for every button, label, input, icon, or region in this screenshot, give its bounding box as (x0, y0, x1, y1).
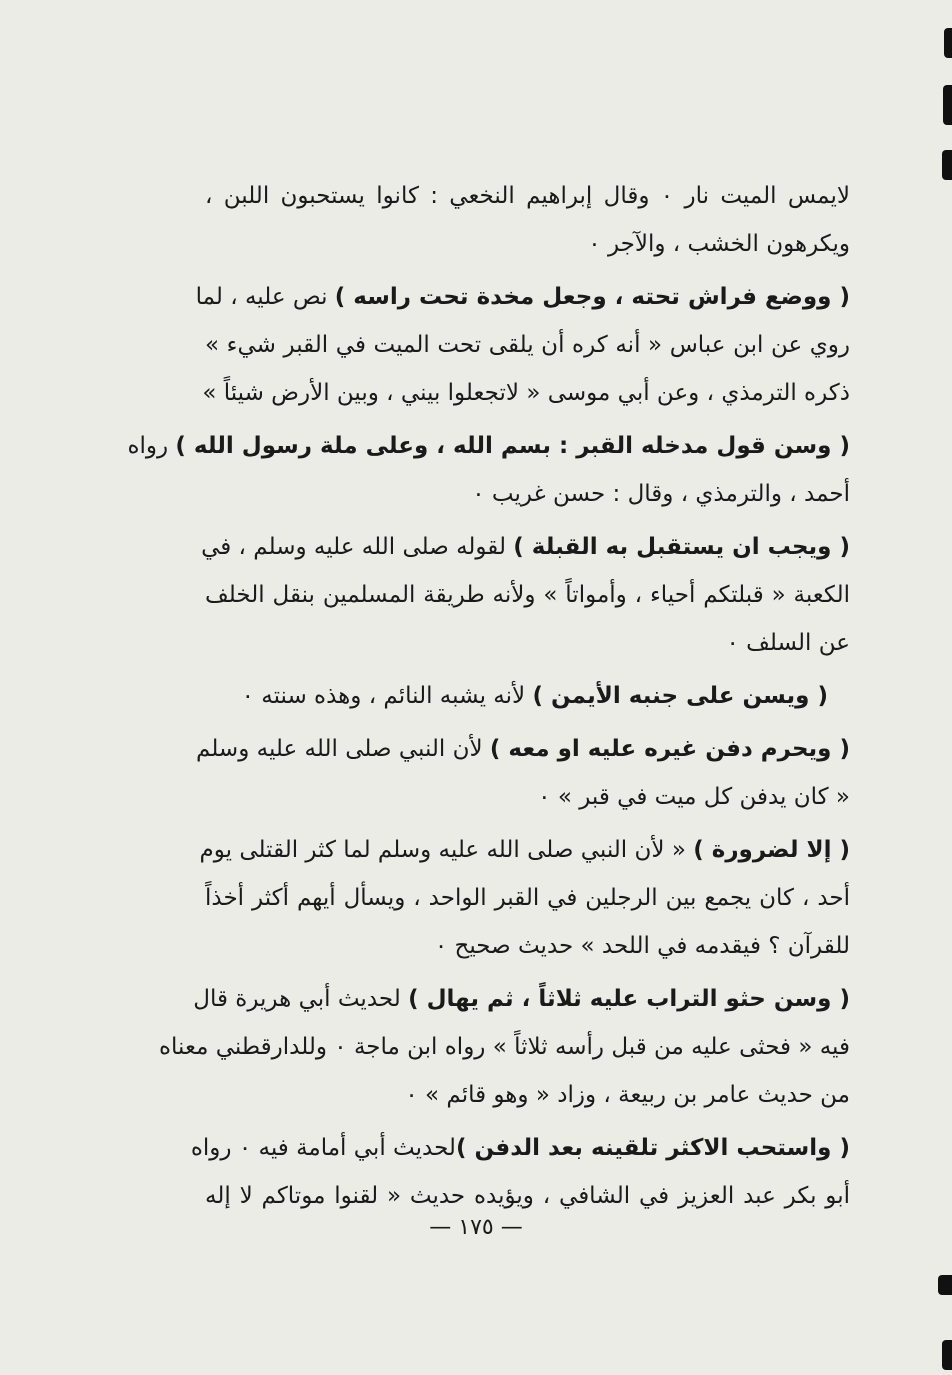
matn-text: ( وسن حثو التراب عليه ثلاثاً ، ثم يهال ) (408, 986, 850, 1012)
text-line (205, 172, 850, 220)
commentary-text: أبو بكر عبد العزيز في الشافي ، ويؤيده حديث « لقنوا موتاكم لا إله (205, 1183, 850, 1209)
page-number: — ١٧٥ — (429, 1215, 523, 1240)
text-line (205, 672, 850, 720)
matn-text: ( ويجب ان يستقبل به القبلة ) (513, 534, 850, 560)
matn-text: ( ووضع فراش تحته ، وجعل مخدة تحت راسه ) (334, 284, 850, 310)
text-line (205, 571, 850, 619)
scan-edge-mark (938, 1275, 952, 1295)
paragraph (195, 273, 850, 417)
commentary-text: روي عن ابن عباس « أنه كره أن يلقى تحت الميت في القبر شيء » (205, 332, 850, 358)
paragraph (205, 672, 850, 720)
text-line (205, 220, 850, 268)
matn-text: ( وسن قول مدخله القبر : بسم الله ، وعلى ملة رسول الله ) (175, 433, 850, 459)
commentary-text: عن السلف ٠ (726, 630, 850, 656)
commentary-text: أحمد ، والترمذي ، وقال : حسن غريب ٠ (472, 481, 850, 507)
commentary-text: لأنه يشبه النائم ، وهذه سنته ٠ (241, 683, 533, 709)
commentary-text: لايمس الميت نار ٠ وقال إبراهيم النخعي : كانوا يستحبون اللبن ، (205, 183, 850, 209)
text-line (202, 369, 850, 417)
text-line (205, 619, 850, 667)
commentary-text: رواه (127, 433, 176, 459)
paragraph (158, 975, 850, 1119)
commentary-text: ذكره الترمذي ، وعن أبي موسى « لاتجعلوا بيني ، وبين الأرض شيئاً » (202, 380, 850, 406)
text-line (205, 874, 850, 922)
paragraph (196, 725, 850, 821)
text-line (195, 273, 850, 321)
paragraph (205, 172, 850, 268)
paragraph (190, 1124, 850, 1220)
text-line (196, 725, 850, 773)
scan-edge-mark (944, 28, 952, 58)
commentary-text: لحديث أبي هريرة قال (193, 986, 409, 1012)
matn-text: ( ويحرم دفن غيره عليه او معه ) (489, 736, 850, 762)
commentary-text: من حديث عامر بن ربيعة ، وزاد « وهو قائم » ٠ (405, 1082, 850, 1108)
text-line (205, 1071, 850, 1119)
commentary-text: لقوله صلى الله عليه وسلم ، في (201, 534, 514, 560)
commentary-text: لأن النبي صلى الله عليه وسلم (196, 736, 490, 762)
commentary-text: الكعبة « قبلتكم أحياء ، وأمواتاً » ولأنه طريقة المسلمين بنقل الخلف (205, 582, 850, 608)
text-line (158, 1023, 850, 1071)
text-line (205, 1172, 850, 1220)
paragraph (201, 523, 850, 667)
commentary-text: نص عليه ، لما (195, 284, 335, 310)
commentary-text: « كان يدفن كل ميت في قبر » ٠ (538, 784, 850, 810)
text-line (127, 422, 850, 470)
scan-edge-mark (943, 85, 952, 125)
commentary-text: أحد ، كان يجمع بين الرجلين في القبر الواحد ، ويسأل أيهم أكثر أخذاً (205, 885, 850, 911)
text-line (205, 773, 850, 821)
scan-edge-mark (942, 1340, 952, 1370)
text-line (193, 975, 850, 1023)
matn-text: ( إلا لضرورة ) (693, 837, 850, 863)
text-line (199, 826, 850, 874)
matn-text: ( ويسن على جنبه الأيمن ) (532, 683, 828, 709)
text-line (205, 470, 850, 518)
paragraph (199, 826, 850, 970)
text-line (190, 1124, 850, 1172)
matn-text: ( واستحب الاكثر تلقينه بعد الدفن ) (455, 1135, 850, 1161)
commentary-text: للقرآن ؟ فيقدمه في اللحد » حديث صحيح ٠ (434, 933, 850, 959)
commentary-text: « لأن النبي صلى الله عليه وسلم لما كثر القتلى يوم (199, 837, 694, 863)
paragraph (127, 422, 850, 518)
commentary-text: لحديث أبي أمامة فيه ٠ رواه (190, 1135, 456, 1161)
text-line (205, 321, 850, 369)
scan-edge-mark (942, 150, 952, 180)
commentary-text: ويكرهون الخشب ، والآجر ٠ (588, 231, 850, 257)
text-line (201, 523, 850, 571)
page-body-text (127, 172, 850, 1220)
commentary-text: فيه « فحثى عليه من قبل رأسه ثلاثاً » رواه ابن ماجة ٠ وللدارقطني معناه (158, 1034, 850, 1060)
text-line (205, 922, 850, 970)
